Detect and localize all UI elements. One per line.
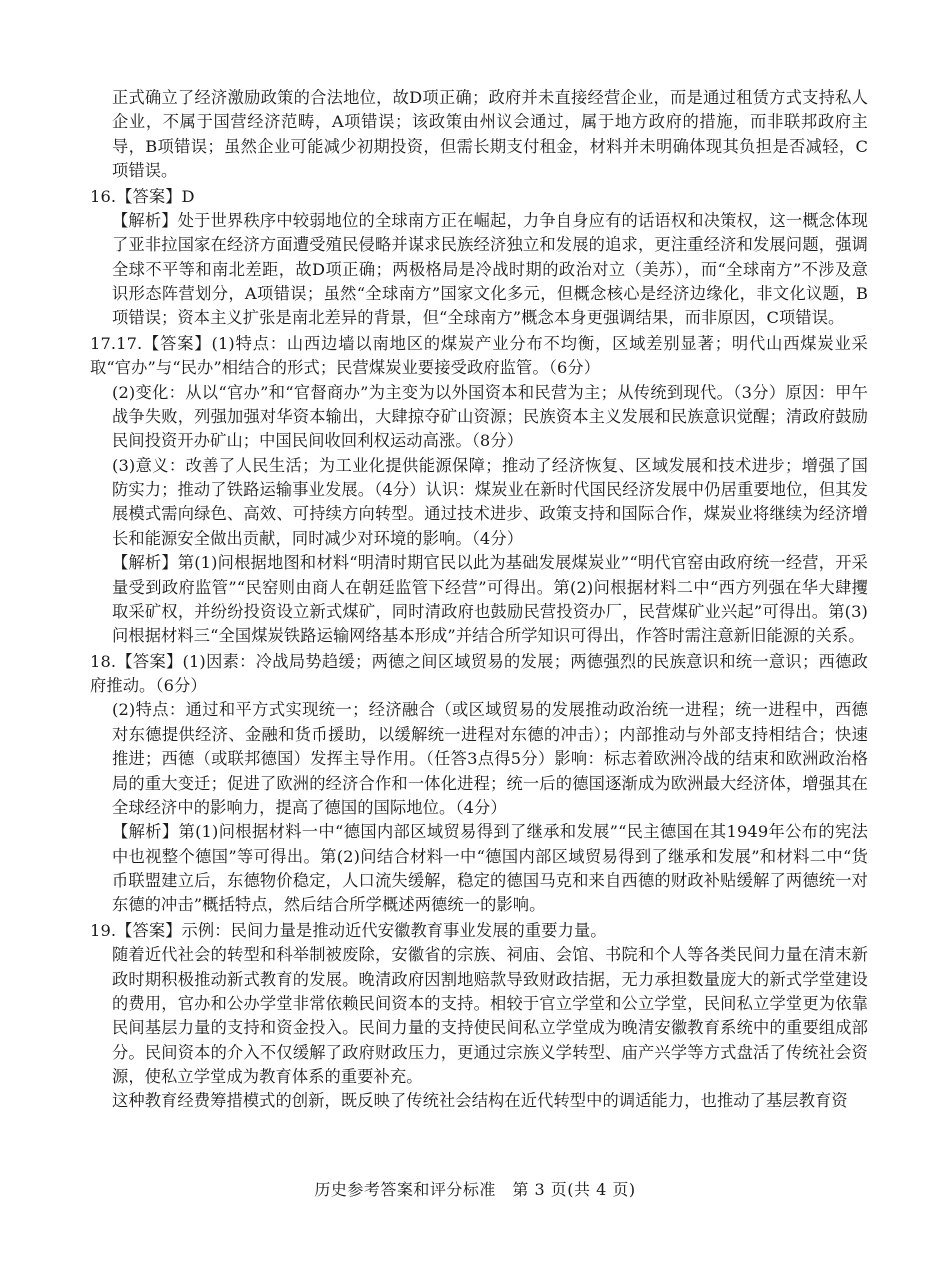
paragraph-q17-answer-1: 17.17.【答案】(1)特点：山西边墙以南地区的煤炭产业分布不均衡，区域差别显著；明代山西煤炭业采取“官办”与“民办”相结合的形式；民营煤炭业要接受政府监管。（6分） [90,333,868,378]
paragraph-q17-analysis: 【解析】第(1)问根据地图和材料“明清时期官民以此为基础发展煤炭业”“明代官窑由政府统一经营，开采量受到政府监管”“民窑则由商人在朝廷监管下经营”可得出。第(2)问根据材料二中“西方列强在华大肆攫取采矿权，并纷纷投资设立新式煤矿，同时清政府也鼓励民营投资办厂，民营煤矿业兴起”可得出。第(3)问根据材料三“全国煤炭铁路运输网络基本形成”并结合所学知识可得出，作答时需注意新旧能源的关系。 [112,553,868,646]
paragraph-q19-answer: 19.【答案】示例：民间力量是推动近代安徽教育事业发展的重要力量。 [90,920,607,940]
paragraph-q17-answer-3: (3)意义：改善了人民生活；为工业化提供能源保障；推动了经济恢复、区域发展和技术进步；增强了国防实力；推动了铁路运输事业发展。（4分）认识：煤炭业在新时代国民经济发展中仍居重要地位，但其发展模式需向绿色、高效、可持续方向转型。通过技术进步、政策支持和国际合作，煤炭业将继续为经济增长和能源安全做出贡献，同时减少对环境的影响。（4分） [112,455,868,548]
paragraph-q16-answer: 16.【答案】D [90,186,195,206]
answer-content [90,86,868,1114]
paragraph-q18-answer-2: (2)特点：通过和平方式实现统一；经济融合（或区域贸易的发展推动政治统一进程；统一进程中，西德对东德提供经济、金融和货币援助，以缓解统一进程对东德的冲击）；内部推动与外部支持相结合；快速推进；西德（或联邦德国）发挥主导作用。（任答3点得5分）影响：标志着欧洲冷战的结束和欧洲政治格局的重大变迁；促进了欧洲的经济合作和一体化进程；统一后的德国逐渐成为欧洲最大经济体，增强其在全球经济中的影响力，提高了德国的国际地位。（4分） [112,700,868,817]
page-footer: 历史参考答案和评分标准 第 3 页(共 4 页) [314,1180,636,1199]
paragraph-q16-analysis: 【解析】处于世界秩序中较弱地位的全球南方正在崛起，力争自身应有的话语权和决策权，这一概念体现了亚非拉国家在经济方面遭受殖民侵略并谋求民族经济独立和发展的追求，更注重经济和发展问题，强调全球不平等和南北差距，故D项正确；两极格局是冷战时期的政治对立（美苏），而“全球南方”不涉及意识形态阵营划分，A项错误；虽然“全球南方”国家文化多元，但概念核心是经济边缘化，非文化议题，B项错误；资本主义扩张是南北差异的背景，但“全球南方”概念本身更强调结果，而非原因，C项错误。 [112,210,868,328]
paragraph-q17-answer-2: (2)变化：从以“官办”和“官督商办”为主变为以外国资本和民营为主；从传统到现代。（3分）原因：甲午战争失败，列强加强对华资本输出，大肆掠夺矿山资源；民族资本主义发展和民族意识觉醒；清政府鼓励民间投资开办矿山；中国民间收回利权运动高涨。（8分） [112,382,868,451]
paragraph-q15-analysis-cont: 正式确立了经济激励政策的合法地位，故D项正确；政府并未直接经营企业，而是通过租赁方式支持私人企业，不属于国营经济范畴，A项错误；该政策由州议会通过，属于地方政府的措施，而非联邦政府主导，B项错误；虽然企业可能减少初期投资，但需长期支付租金，材料并未明确体现其负担是否减轻，C项错误。 [112,88,868,181]
paragraph-q18-analysis: 【解析】第(1)问根据材料一中“德国内部区域贸易得到了继承和发展”“民主德国在其1949年公布的宪法中也视整个德国”等可得出。第(2)问结合材料一中“德国内部区域贸易得到了继承和发展”和材料二中“货币联盟建立后，东德物价稳定，人口流失缓解，稳定的德国马克和来自西德的财政补贴缓解了两德统一对东德的冲击”概括特点，然后结合所学概述两德统一的影响。 [112,822,868,915]
paragraph-q19-body-2: 这种教育经费筹措模式的创新，既反映了传统社会结构在近代转型中的调适能力，也推动了基层教育资 [112,1091,848,1111]
paragraph-q18-answer-1: 18.【答案】(1)因素：冷战局势趋缓；两德之间区域贸易的发展；两德强烈的民族意识和统一意识；西德政府推动。（6分） [90,651,868,695]
paragraph-q19-body-1: 随着近代社会的转型和科举制被废除，安徽省的宗族、祠庙、会馆、书院和个人等各类民间力量在清末新政时期积极推动新式教育的发展。晚清政府因割地赔款导致财政拮据，无力承担数量庞大的新式学堂建设的费用，官办和公办学堂非常依赖民间资本的支持。相较于官立学堂和公立学堂，民间私立学堂更为依靠民间基层力量的支持和资金投入。民间力量的支持使民间私立学堂成为晚清安徽教育系统中的重要组成部分。民间资本的介入不仅缓解了政府财政压力，更通过宗族义学转型、庙产兴学等方式盘活了传统社会资源，使私立学堂成为教育体系的重要补充。 [112,945,868,1086]
